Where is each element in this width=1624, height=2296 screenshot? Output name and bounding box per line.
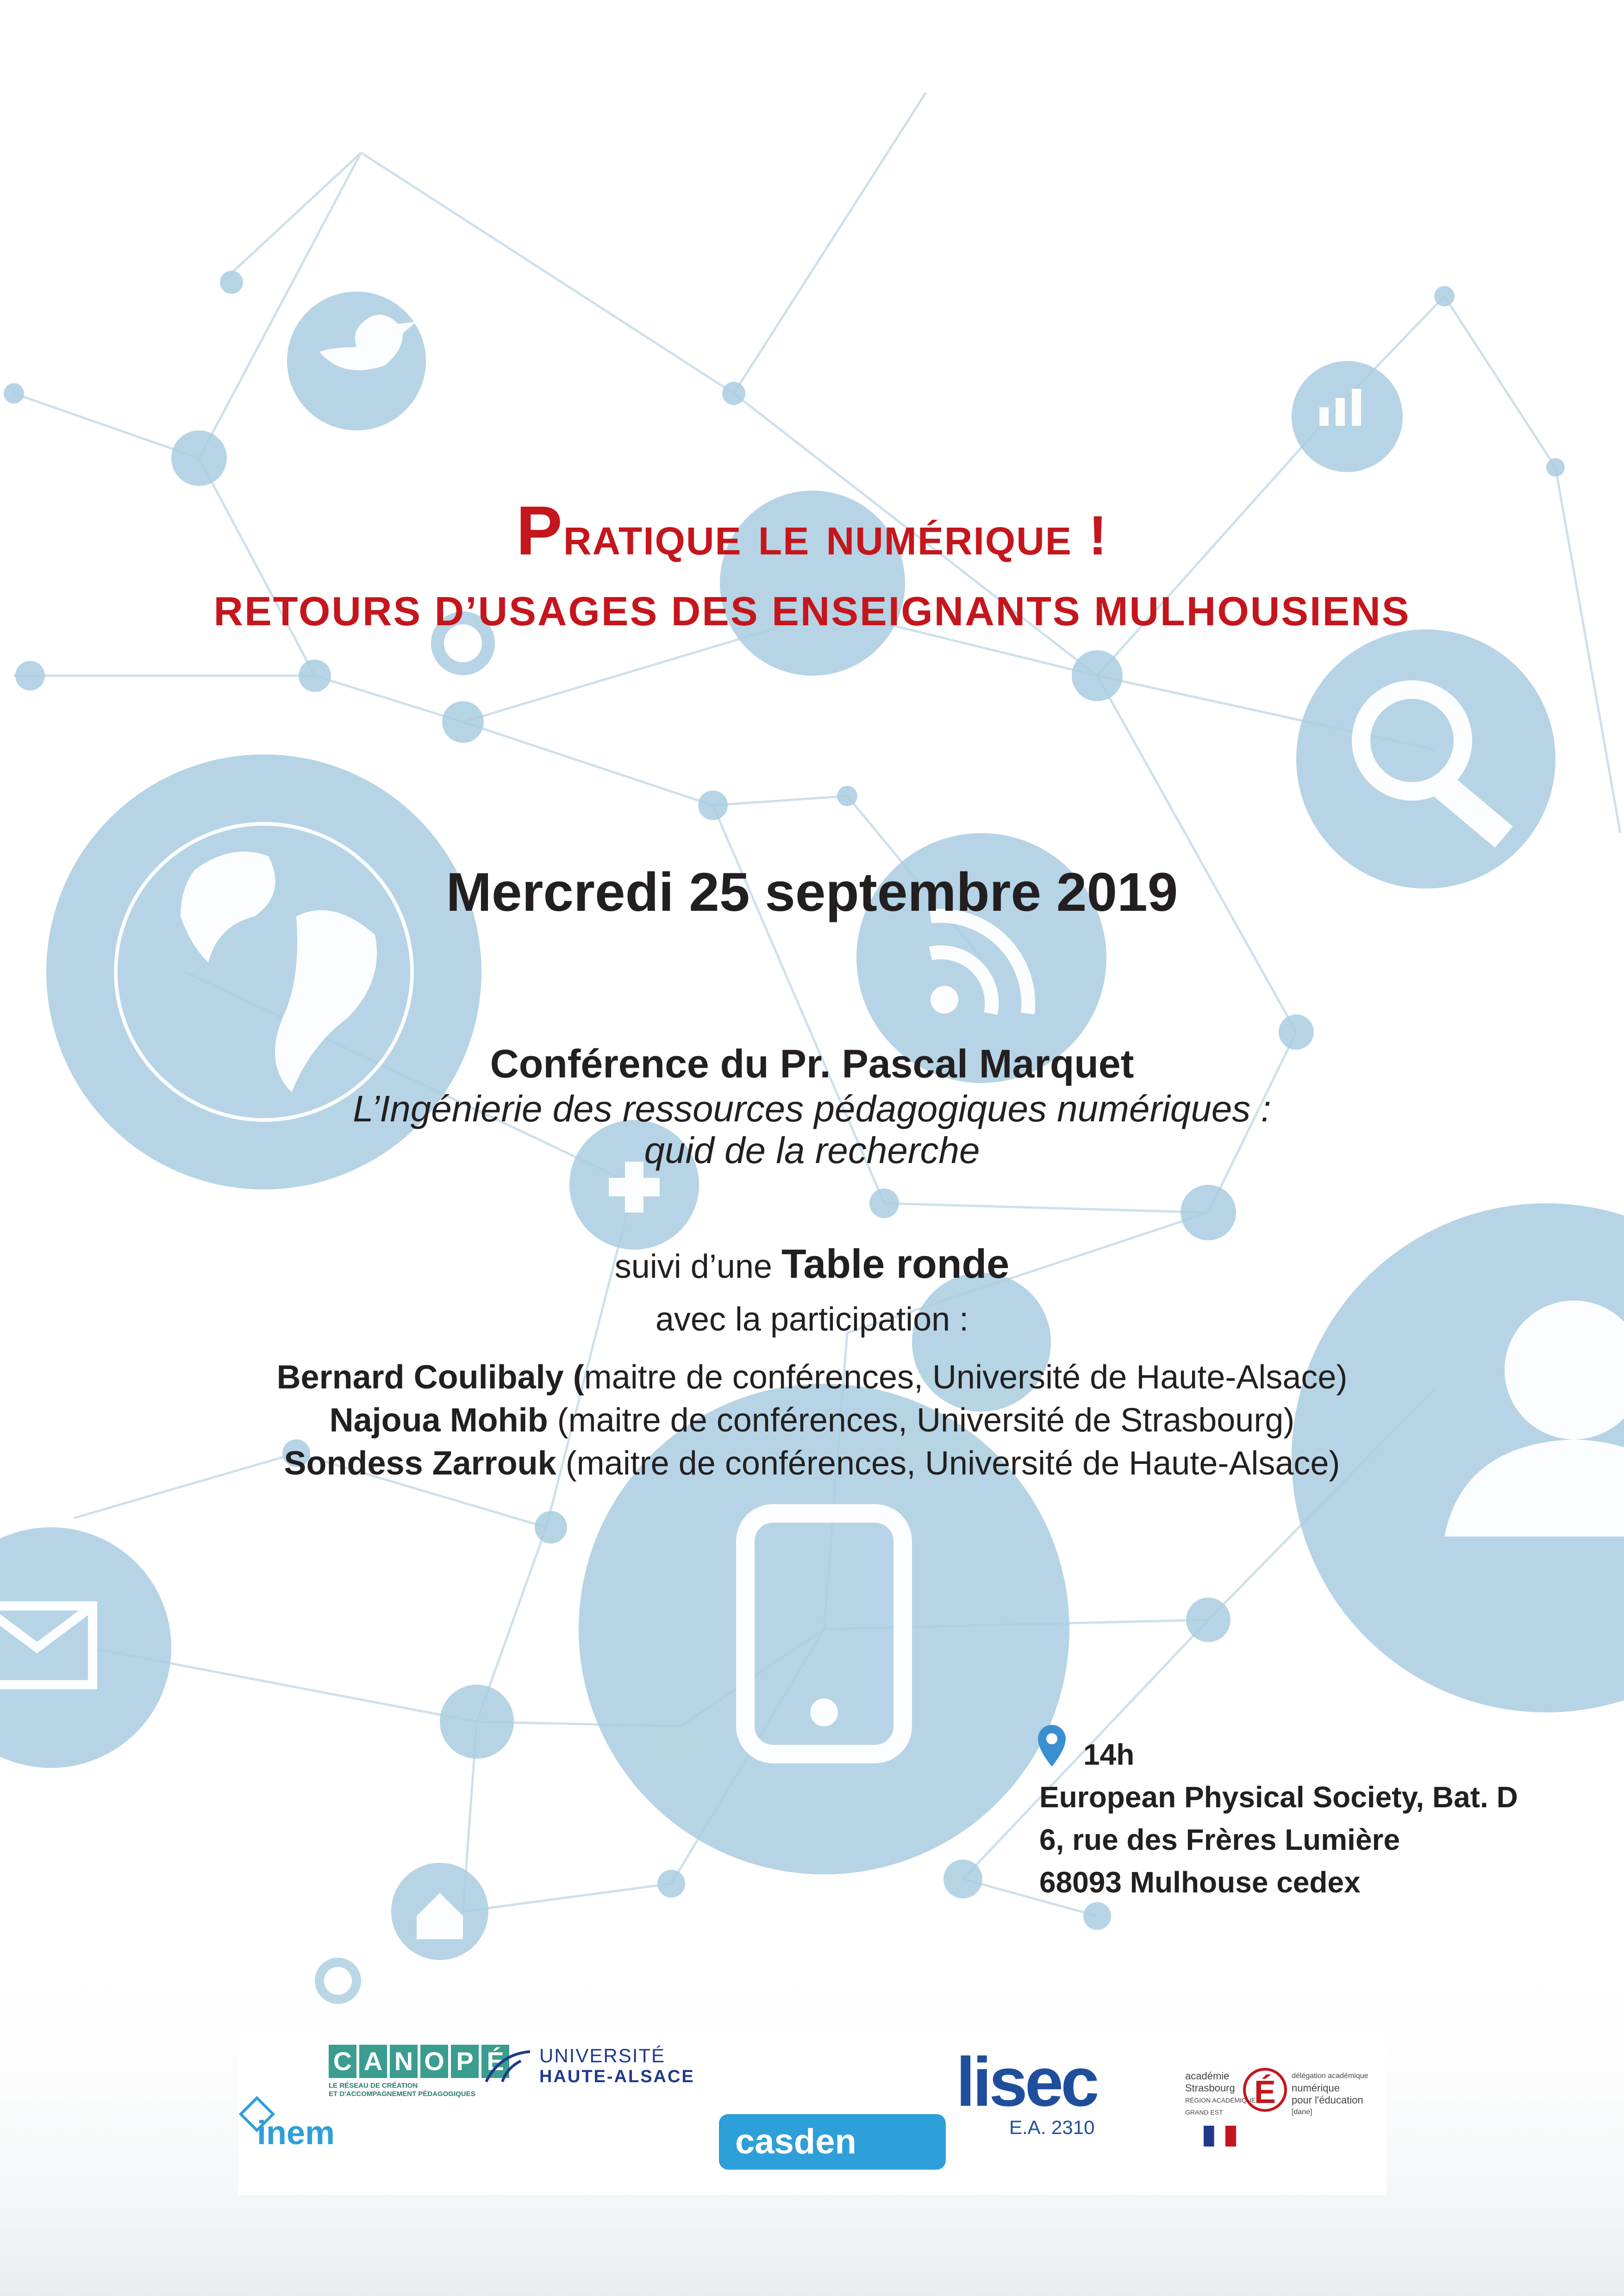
partner-logos-banner xyxy=(238,2026,1387,2195)
venue-line3: 68093 Mulhouse cedex xyxy=(1039,1866,1361,1899)
marianne-flag-icon xyxy=(1204,2126,1236,2147)
uha-mark-icon xyxy=(484,2049,535,2086)
lisec-ea: E.A. 2310 xyxy=(1009,2116,1095,2138)
canope-letter: O xyxy=(420,2045,448,2078)
event-title-initial: P xyxy=(516,492,563,569)
academie-strasbourg-logo xyxy=(1185,2070,1368,2118)
dane-line1: délégation académique xyxy=(1292,2072,1368,2080)
venue-time: 14h xyxy=(1083,1738,1135,1771)
participant-name: Najoua Mohib xyxy=(329,1402,548,1439)
participant-role: maitre de conférences, Université de Haute-Alsace) xyxy=(584,1359,1348,1396)
venue-line2: 6, rue des Frères Lumière xyxy=(1039,1823,1400,1856)
round-table-prefix: suivi d’une xyxy=(614,1248,772,1285)
dane-text xyxy=(1292,2070,1384,2118)
participant-row xyxy=(0,1401,1624,1439)
inem-logo xyxy=(257,2114,335,2152)
participant-role: (maitre de conférences, Université de Strasbourg) xyxy=(548,1402,1295,1439)
dane-e-mark: É xyxy=(1243,2068,1287,2112)
participant-row xyxy=(0,1358,1624,1396)
event-title-rest: ratique le numérique ! xyxy=(563,504,1108,566)
inem-frame-icon xyxy=(238,2096,275,2137)
round-table-line xyxy=(0,1240,1624,1288)
acad-line2: Strasbourg xyxy=(1185,2082,1235,2094)
acad-line4: GRAND EST xyxy=(1185,2109,1223,2116)
uha-name-line2: HAUTE-ALSACE xyxy=(539,2067,695,2086)
lisec-logo: lisec xyxy=(956,2043,1097,2121)
conference-title: Conférence du Pr. Pascal Marquet xyxy=(490,1042,1134,1086)
participant-name: Bernard Coulibaly ( xyxy=(276,1359,584,1396)
canope-letter: É xyxy=(481,2045,509,2078)
event-date: Mercredi 25 septembre 2019 xyxy=(446,862,1178,923)
participant-role: (maitre de conférences, Université de Haute-Alsace) xyxy=(556,1445,1340,1482)
canope-letter: P xyxy=(451,2045,479,2078)
participant-name: Sondess Zarrouk xyxy=(284,1445,556,1482)
inem-name: inem xyxy=(257,2115,335,2152)
event-title xyxy=(0,491,1624,571)
canope-tagline2: ET D'ACCOMPAGNEMENT PÉDAGOGIQUES xyxy=(329,2090,475,2098)
venue-block xyxy=(1039,1733,1518,1904)
canope-tagline1: LE RÉSEAU DE CRÉATION xyxy=(329,2082,418,2090)
round-table-label: Table ronde xyxy=(781,1241,1010,1287)
participation-intro: avec la participation : xyxy=(655,1301,969,1338)
participant-row xyxy=(0,1444,1624,1482)
location-pin-icon xyxy=(1038,1725,1066,1769)
conference-subtitle-line2: quid de la recherche xyxy=(644,1130,980,1171)
dane-line4: [dane] xyxy=(1292,2108,1312,2116)
acad-line1: académie xyxy=(1185,2070,1230,2082)
event-subtitle: RETOURS D’USAGES DES ENSEIGNANTS MULHOUSIENS xyxy=(213,588,1411,634)
acad-line3: RÉGION ACADÉMIQUE xyxy=(1185,2097,1256,2104)
venue-line1: European Physical Society, Bat. D xyxy=(1039,1780,1518,1814)
casden-logo: casden xyxy=(719,2114,946,2170)
canope-letter: A xyxy=(359,2045,387,2078)
canope-letter: N xyxy=(390,2045,418,2078)
dane-line2: numérique xyxy=(1292,2082,1340,2094)
uha-logo xyxy=(539,2045,695,2087)
dane-line3: pour l'éducation xyxy=(1292,2094,1363,2106)
canope-letter: C xyxy=(329,2045,356,2078)
uha-name-line1: UNIVERSITÉ xyxy=(539,2045,666,2066)
conference-subtitle-line1: L’Ingénierie des ressources pédagogiques numériques : xyxy=(353,1088,1271,1129)
